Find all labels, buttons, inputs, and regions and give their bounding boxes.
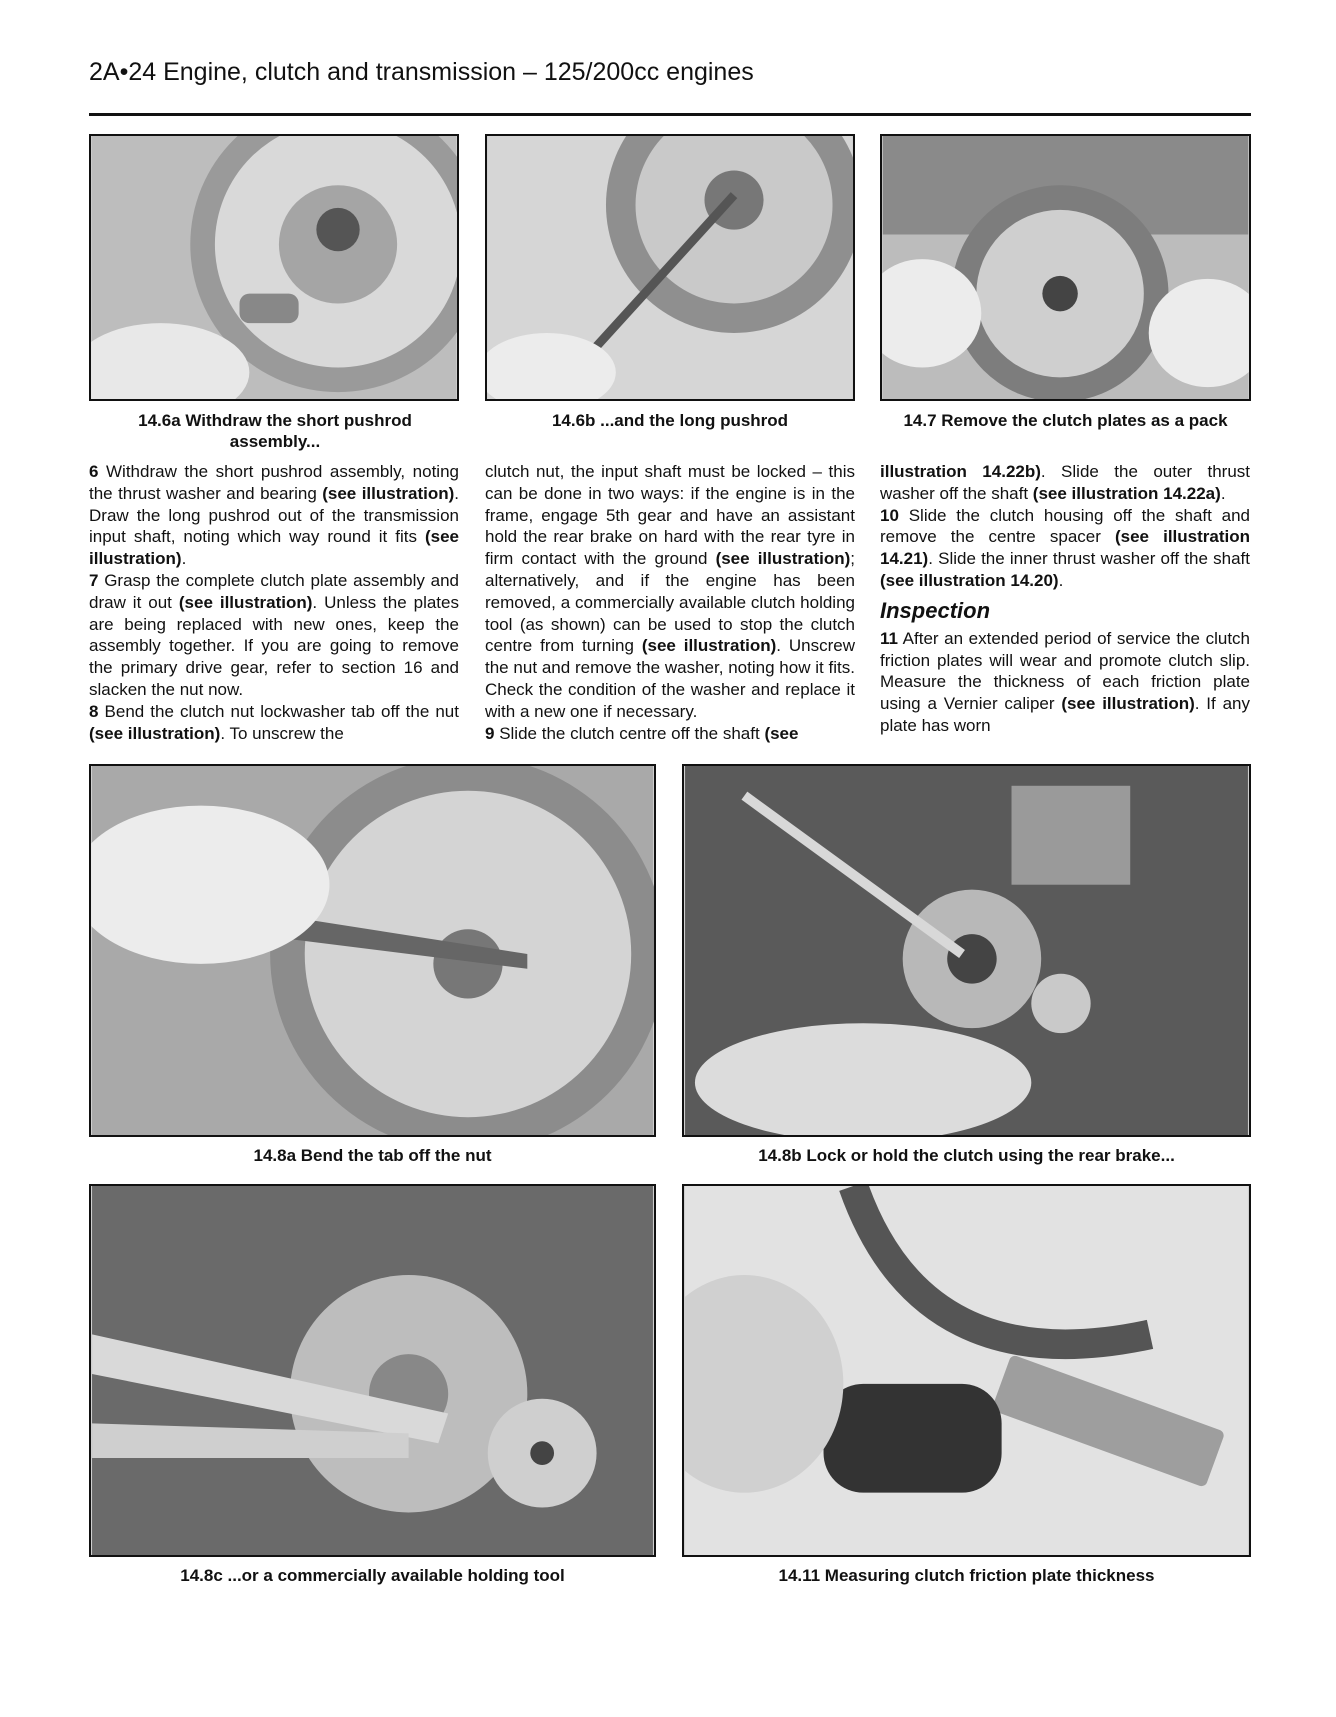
paragraph-8-cont: clutch nut, the input shaft must be locked – this can be done in two ways: if the engine is in the frame, engage 5th gear and have an assistant hold the rear brake on hard with the rear tyre in firm contact with the ground (see illustration); alternatively, and if the engine has been removed, a commercially available clutch holding tool (as shown) can be used to stop the clutch centre from turning (see illustration). Unscrew the nut and remove the washer, noting how it fits. Check the condition of the washer and replace it with a new one if necessary. xyxy=(485,462,855,721)
paragraph-11: 11 After an extended period of service the clutch friction plates will wear and promote clutch slip. Measure the thickness of each friction plate using a Vernier caliper (see illustration). If any plate has worn xyxy=(880,628,1250,735)
micrometer-measure-image xyxy=(684,1186,1249,1555)
figure-14-8a-caption: 14.8a Bend the tab off the nut xyxy=(253,1146,492,1165)
text-column-3 xyxy=(880,461,1250,737)
holding-tool-image xyxy=(91,1186,654,1555)
paragraph-7: 7 Grasp the complete clutch plate assembly and draw it out (see illustration). Unless the plates are being replaced with new ones, keep the assembly together. If you are going to remove the primary drive gear, refer to section 16 and slacken the nut now. xyxy=(89,570,459,699)
paragraph-6: 6 Withdraw the short pushrod assembly, noting the thrust washer and bearing (see illustration). Draw the long pushrod out of the transmission input shaft, noting which way round it fits (see illustration). xyxy=(89,462,459,569)
text-column-1 xyxy=(89,461,459,744)
clutch-plate-pack-image xyxy=(882,136,1249,399)
page-header xyxy=(89,58,1251,116)
paragraph-9: 9 Slide the clutch centre off the shaft (see xyxy=(485,723,799,743)
figure-14-6a-caption: 14.6a Withdraw the short pushrod assembly... xyxy=(138,411,412,451)
rear-brake-hold-image xyxy=(684,766,1249,1135)
figure-14-6b-caption: 14.6b ...and the long pushrod xyxy=(551,411,789,430)
text-column-2 xyxy=(485,461,855,744)
figure-14-8c-caption: 14.8c ...or a commercially available holding tool xyxy=(180,1566,565,1585)
figure-14-6a-photo xyxy=(89,134,459,401)
figure-14-7-photo xyxy=(880,134,1251,401)
figure-14-7-caption: 14.7 Remove the clutch plates as a pack xyxy=(903,411,1228,430)
lockwasher-tab-image xyxy=(91,766,654,1135)
paragraph-9-cont: illustration 14.22b). Slide the outer thrust washer off the shaft (see illustration 14.22a). xyxy=(880,462,1250,503)
section-heading-inspection: Inspection xyxy=(880,597,991,623)
figure-14-11-caption: 14.11 Measuring clutch friction plate thickness xyxy=(778,1566,1155,1585)
figure-14-6b-photo xyxy=(485,134,855,401)
paragraph-10: 10 Slide the clutch housing off the shaft and remove the centre spacer (see illustration 14.21). Slide the inner thrust washer off the shaft (see illustration 14.20). xyxy=(880,505,1250,590)
paragraph-8: 8 Bend the clutch nut lockwasher tab off the nut (see illustration). To unscrew the xyxy=(89,701,459,743)
clutch-pushrod-long-image xyxy=(487,136,853,399)
figure-14-8b-photo xyxy=(682,764,1251,1137)
figure-14-8b-caption: 14.8b Lock or hold the clutch using the rear brake... xyxy=(758,1146,1175,1165)
figure-14-11-photo xyxy=(682,1184,1251,1557)
figure-14-8a-photo xyxy=(89,764,656,1137)
page-title: 2A•24 Engine, clutch and transmission – 125/200cc engines xyxy=(89,58,754,86)
figure-14-8c-photo xyxy=(89,1184,656,1557)
clutch-pushrod-short-image xyxy=(91,136,457,399)
